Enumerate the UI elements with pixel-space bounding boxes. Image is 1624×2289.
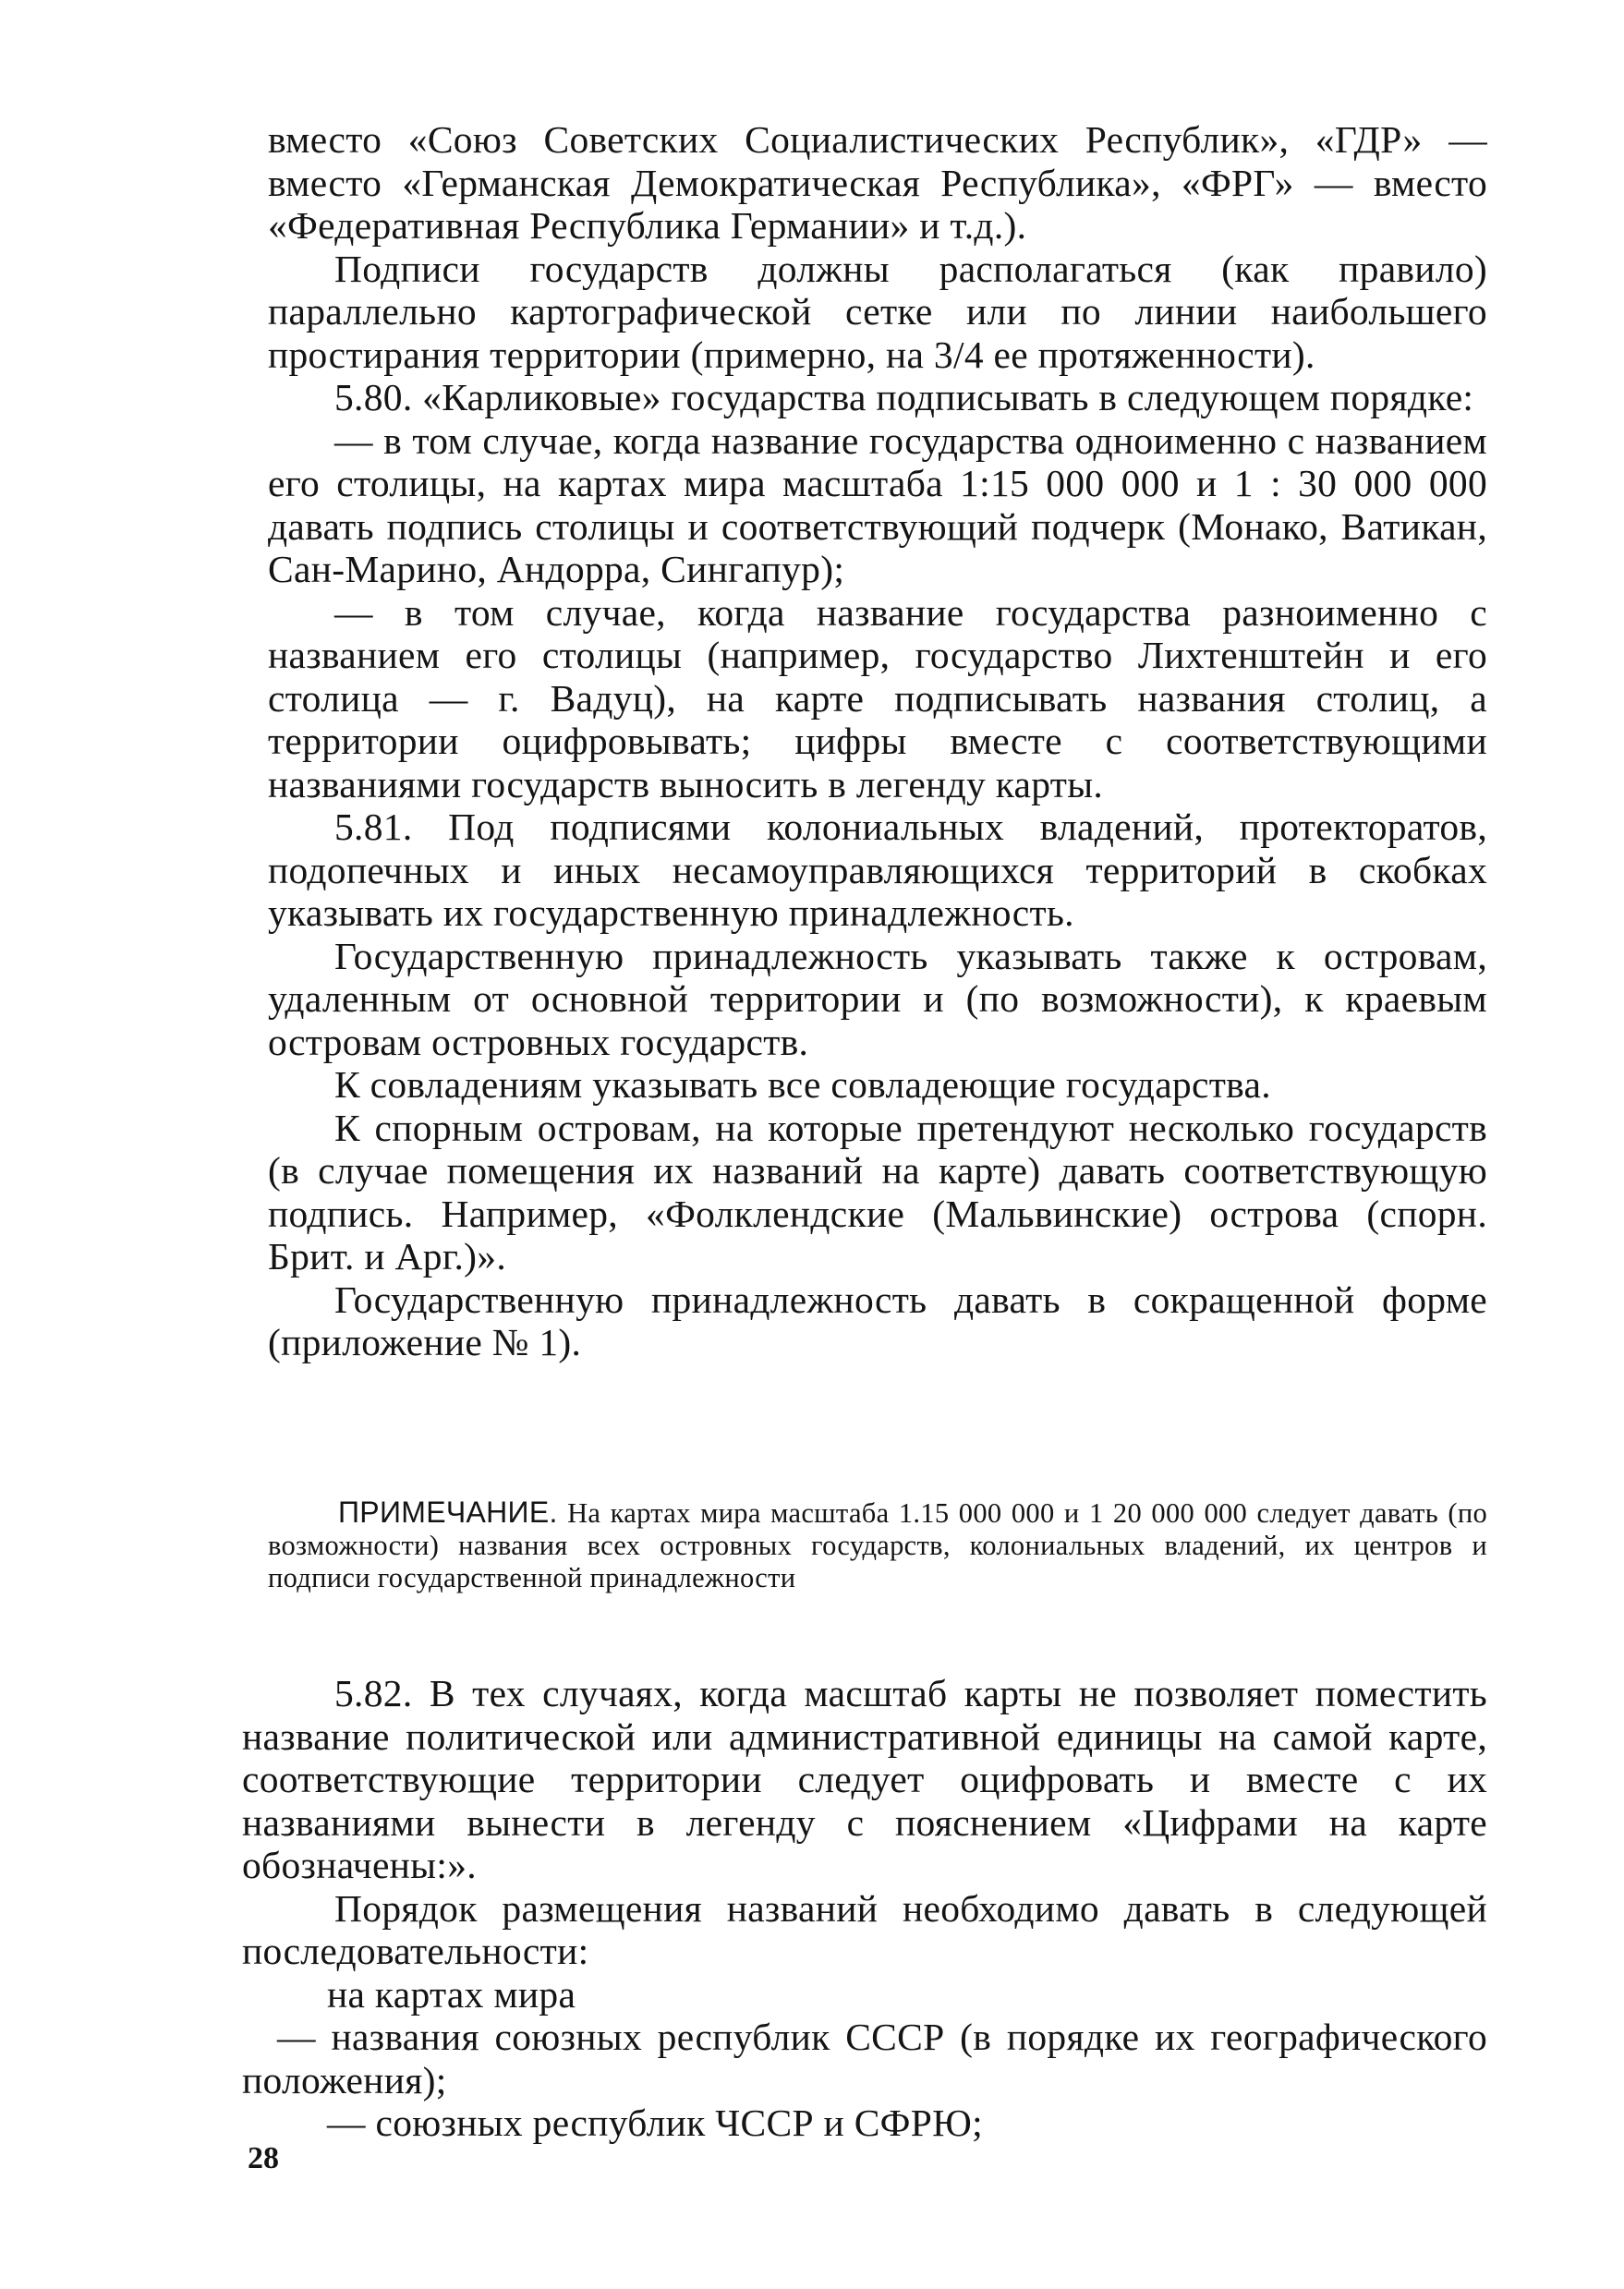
note-paragraph [268, 1496, 1487, 1594]
main-text [268, 118, 1487, 1364]
lower-text [242, 1672, 1487, 2145]
subheading-world-maps: на картах мира [327, 1972, 576, 2016]
note-block [268, 1496, 1487, 1594]
paragraph-state-labels: Подписи государств должны располагаться (как правило) параллельно картографической сетке или по линии наибольшего простирания территории (примерно, на 3/4 ее протяженности). [268, 247, 1487, 376]
note-text: На картах мира масштаба 1.15 000 000 и 1 20 000 000 следует давать (по возможности) названия всех островных государств, колониальных владений, их центров и подписи государственной принадлежности [268, 1497, 1487, 1593]
paragraph-5-82: 5.82. В тех случаях, когда масштаб карты не позволяет поместить название политической или административной единицы на самой карте, соответствующие территории следует оцифровать и вместе с их названиями вынести в легенду с пояснением «Цифрами на карте обозначены:». [242, 1672, 1487, 1886]
paragraph-5-80: 5.80. «Карликовые» государства подписывать в следующем порядке: [334, 376, 1474, 418]
paragraph-same-name-capital: — в том случае, когда название государства одноименно с названием его столицы, на картах мира масштаба 1:15 000 000 и 1 : 30 000 000 давать подпись столицы и соответствующий подчерк (Монако, Ватикан, Сан-Марино, Андорра, Сингапур); [268, 418, 1487, 590]
paragraph-condominiums: К совладениям указывать все совладеющие государства. [334, 1063, 1271, 1106]
note-heading: ПРИМЕЧАНИЕ. [338, 1496, 558, 1529]
list-item-cssr-sfry: — союзных республик ЧССР и СФРЮ; [327, 2101, 983, 2144]
list-item-ussr-republics: — названия союзных республик СССР (в порядке их географического положения); [242, 2016, 1487, 2101]
page-number: 28 [248, 2141, 279, 2175]
paragraph-different-name-capital: — в том случае, когда название государства разноименно с названием его столицы (например, государство Лихтенштейн и его столица — г. Вадуц), на карте подписывать названия столиц, а территории оцифровывать; цифры вместе с соответствующими названиями государств выносить в легенду карты. [268, 590, 1487, 805]
paragraph-order: Порядок размещения названий необходимо давать в следующей последовательности: [242, 1886, 1487, 1972]
paragraph-disputed-islands: К спорным островам, на которые претендуют несколько государств (в случае помещения их названий на карте) давать соответствующую подпись. Например, «Фолклендские (Мальвинские) острова (спорн. Брит. и Арг.)». [268, 1106, 1487, 1278]
paragraph-abbreviated-form: Государственную принадлежность давать в сокращенной форме (приложение № 1). [268, 1278, 1487, 1363]
paragraph-state-names: вместо «Союз Советских Социалистических Республик», «ГДР» — вместо «Германская Демократическая Республика», «ФРГ» — вместо «Федеративная Республика Германии» и т.д.). [268, 118, 1487, 247]
paragraph-5-81: 5.81. Под подписями колониальных владений, протекторатов, подопечных и иных несамоуправляющихся территорий в скобках указывать их государственную принадлежность. [268, 805, 1487, 934]
paragraph-islands: Государственную принадлежность указывать также к островам, удаленным от основной территории и (по возможности), к краевым островам островных государств. [268, 934, 1487, 1063]
